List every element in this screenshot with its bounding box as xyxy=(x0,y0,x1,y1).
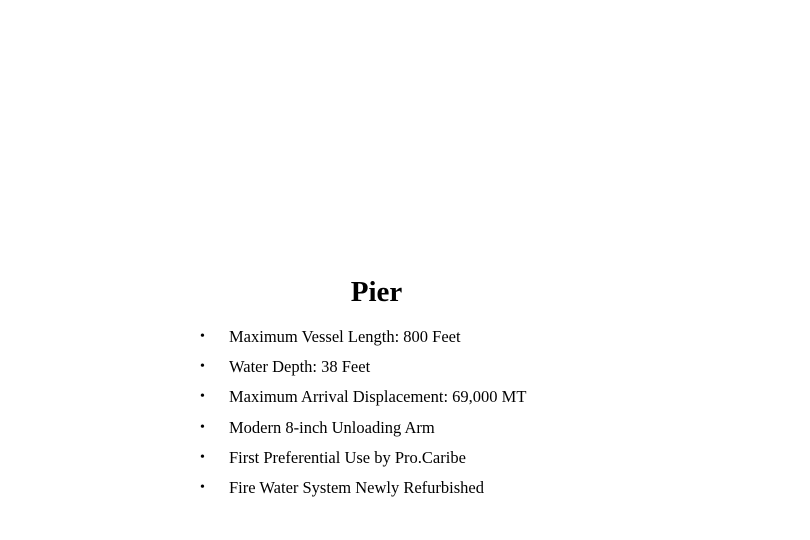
bullet-icon: • xyxy=(200,479,205,495)
list-item-text: Maximum Arrival Displacement: 69,000 MT xyxy=(229,387,527,407)
list-item-text: Fire Water System Newly Refurbished xyxy=(229,477,484,497)
list-item-text: Maximum Vessel Length: 800 Feet xyxy=(229,327,461,346)
bullet-icon: • xyxy=(200,329,205,344)
bullet-icon: • xyxy=(200,389,205,405)
list-item-text: Water Depth: 38 Feet xyxy=(229,357,371,377)
bullet-icon: • xyxy=(200,419,205,435)
bullet-icon: • xyxy=(200,449,205,465)
bullet-icon: • xyxy=(200,359,205,375)
list-item-text: First Preferential Use by Pro.Caribe xyxy=(229,447,466,467)
slide-title: Pier xyxy=(350,276,403,308)
list-item-text: Modern 8-inch Unloading Arm xyxy=(229,417,435,437)
